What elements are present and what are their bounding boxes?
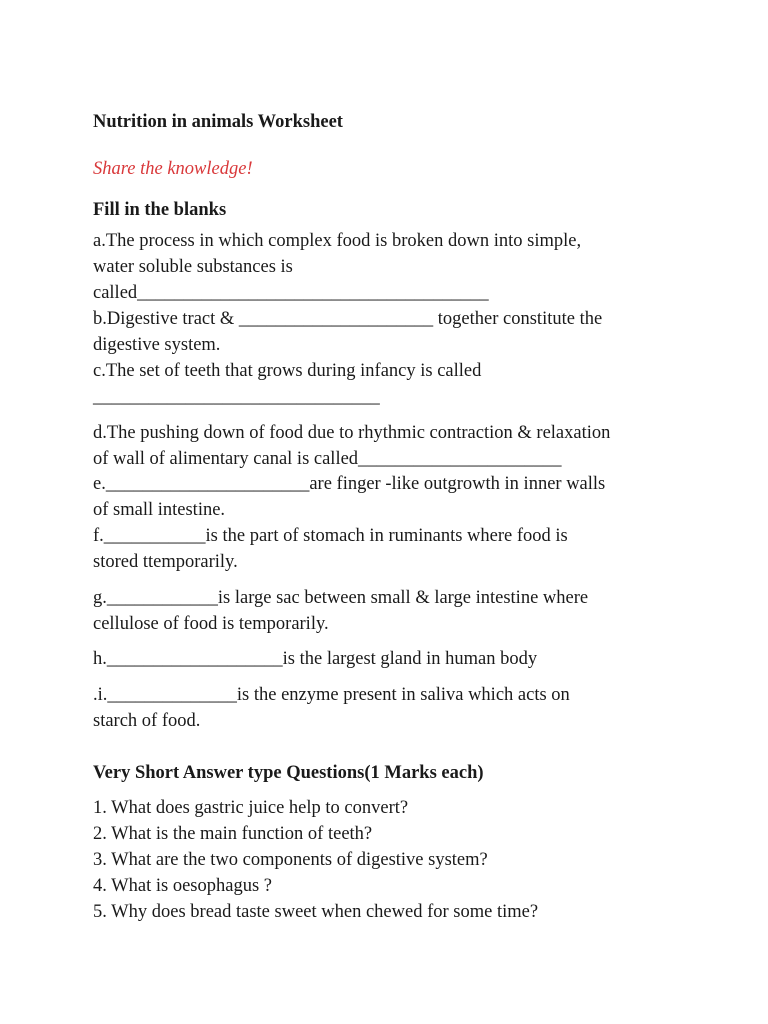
fill-blank-line: g.____________is large sac between small & large intestine where: [93, 588, 589, 608]
fill-blank-line: stored ttemporarily.: [93, 552, 238, 572]
short-answer-question: 2. What is the main function of teeth?: [93, 824, 373, 844]
fill-blank-line: f.___________is the part of stomach in ruminants where food is: [93, 526, 568, 546]
fill-blank-line: a.The process in which complex food is broken down into simple,: [93, 231, 582, 251]
fill-blank-line: of wall of alimentary canal is called______________________: [93, 449, 562, 469]
short-answer-heading: Very Short Answer type Questions(1 Marks each): [93, 763, 484, 783]
fill-blank-line: water soluble substances is: [93, 257, 293, 277]
short-answer-question: 4. What is oesophagus ?: [93, 876, 272, 896]
fill-blank-line: digestive system.: [93, 335, 221, 355]
fill-blank-line: cellulose of food is temporarily.: [93, 614, 329, 634]
short-answer-question: 5. Why does bread taste sweet when chewed for some time?: [93, 902, 539, 922]
fill-blank-line: starch of food.: [93, 711, 201, 731]
fill-blank-line: _______________________________: [93, 387, 380, 407]
fill-blank-line: called______________________________________: [93, 283, 489, 303]
short-answer-question: 1. What does gastric juice help to convert?: [93, 798, 409, 818]
fill-blanks-heading: Fill in the blanks: [93, 200, 227, 220]
fill-blank-line: .i.______________is the enzyme present in saliva which acts on: [93, 685, 570, 705]
worksheet-title: Nutrition in animals Worksheet: [93, 112, 343, 132]
short-answer-question: 3. What are the two components of digestive system?: [93, 850, 488, 870]
fill-blank-line: d.The pushing down of food due to rhythmic contraction & relaxation: [93, 423, 611, 443]
fill-blank-line: h.___________________is the largest gland in human body: [93, 649, 538, 669]
worksheet-subtitle: Share the knowledge!: [93, 159, 253, 179]
fill-blank-line: e.______________________are finger -like outgrowth in inner walls: [93, 474, 606, 494]
fill-blank-line: b.Digestive tract & _____________________ together constitute the: [93, 309, 603, 329]
fill-blank-line: c.The set of teeth that grows during infancy is called: [93, 361, 482, 381]
fill-blank-line: of small intestine.: [93, 500, 226, 520]
